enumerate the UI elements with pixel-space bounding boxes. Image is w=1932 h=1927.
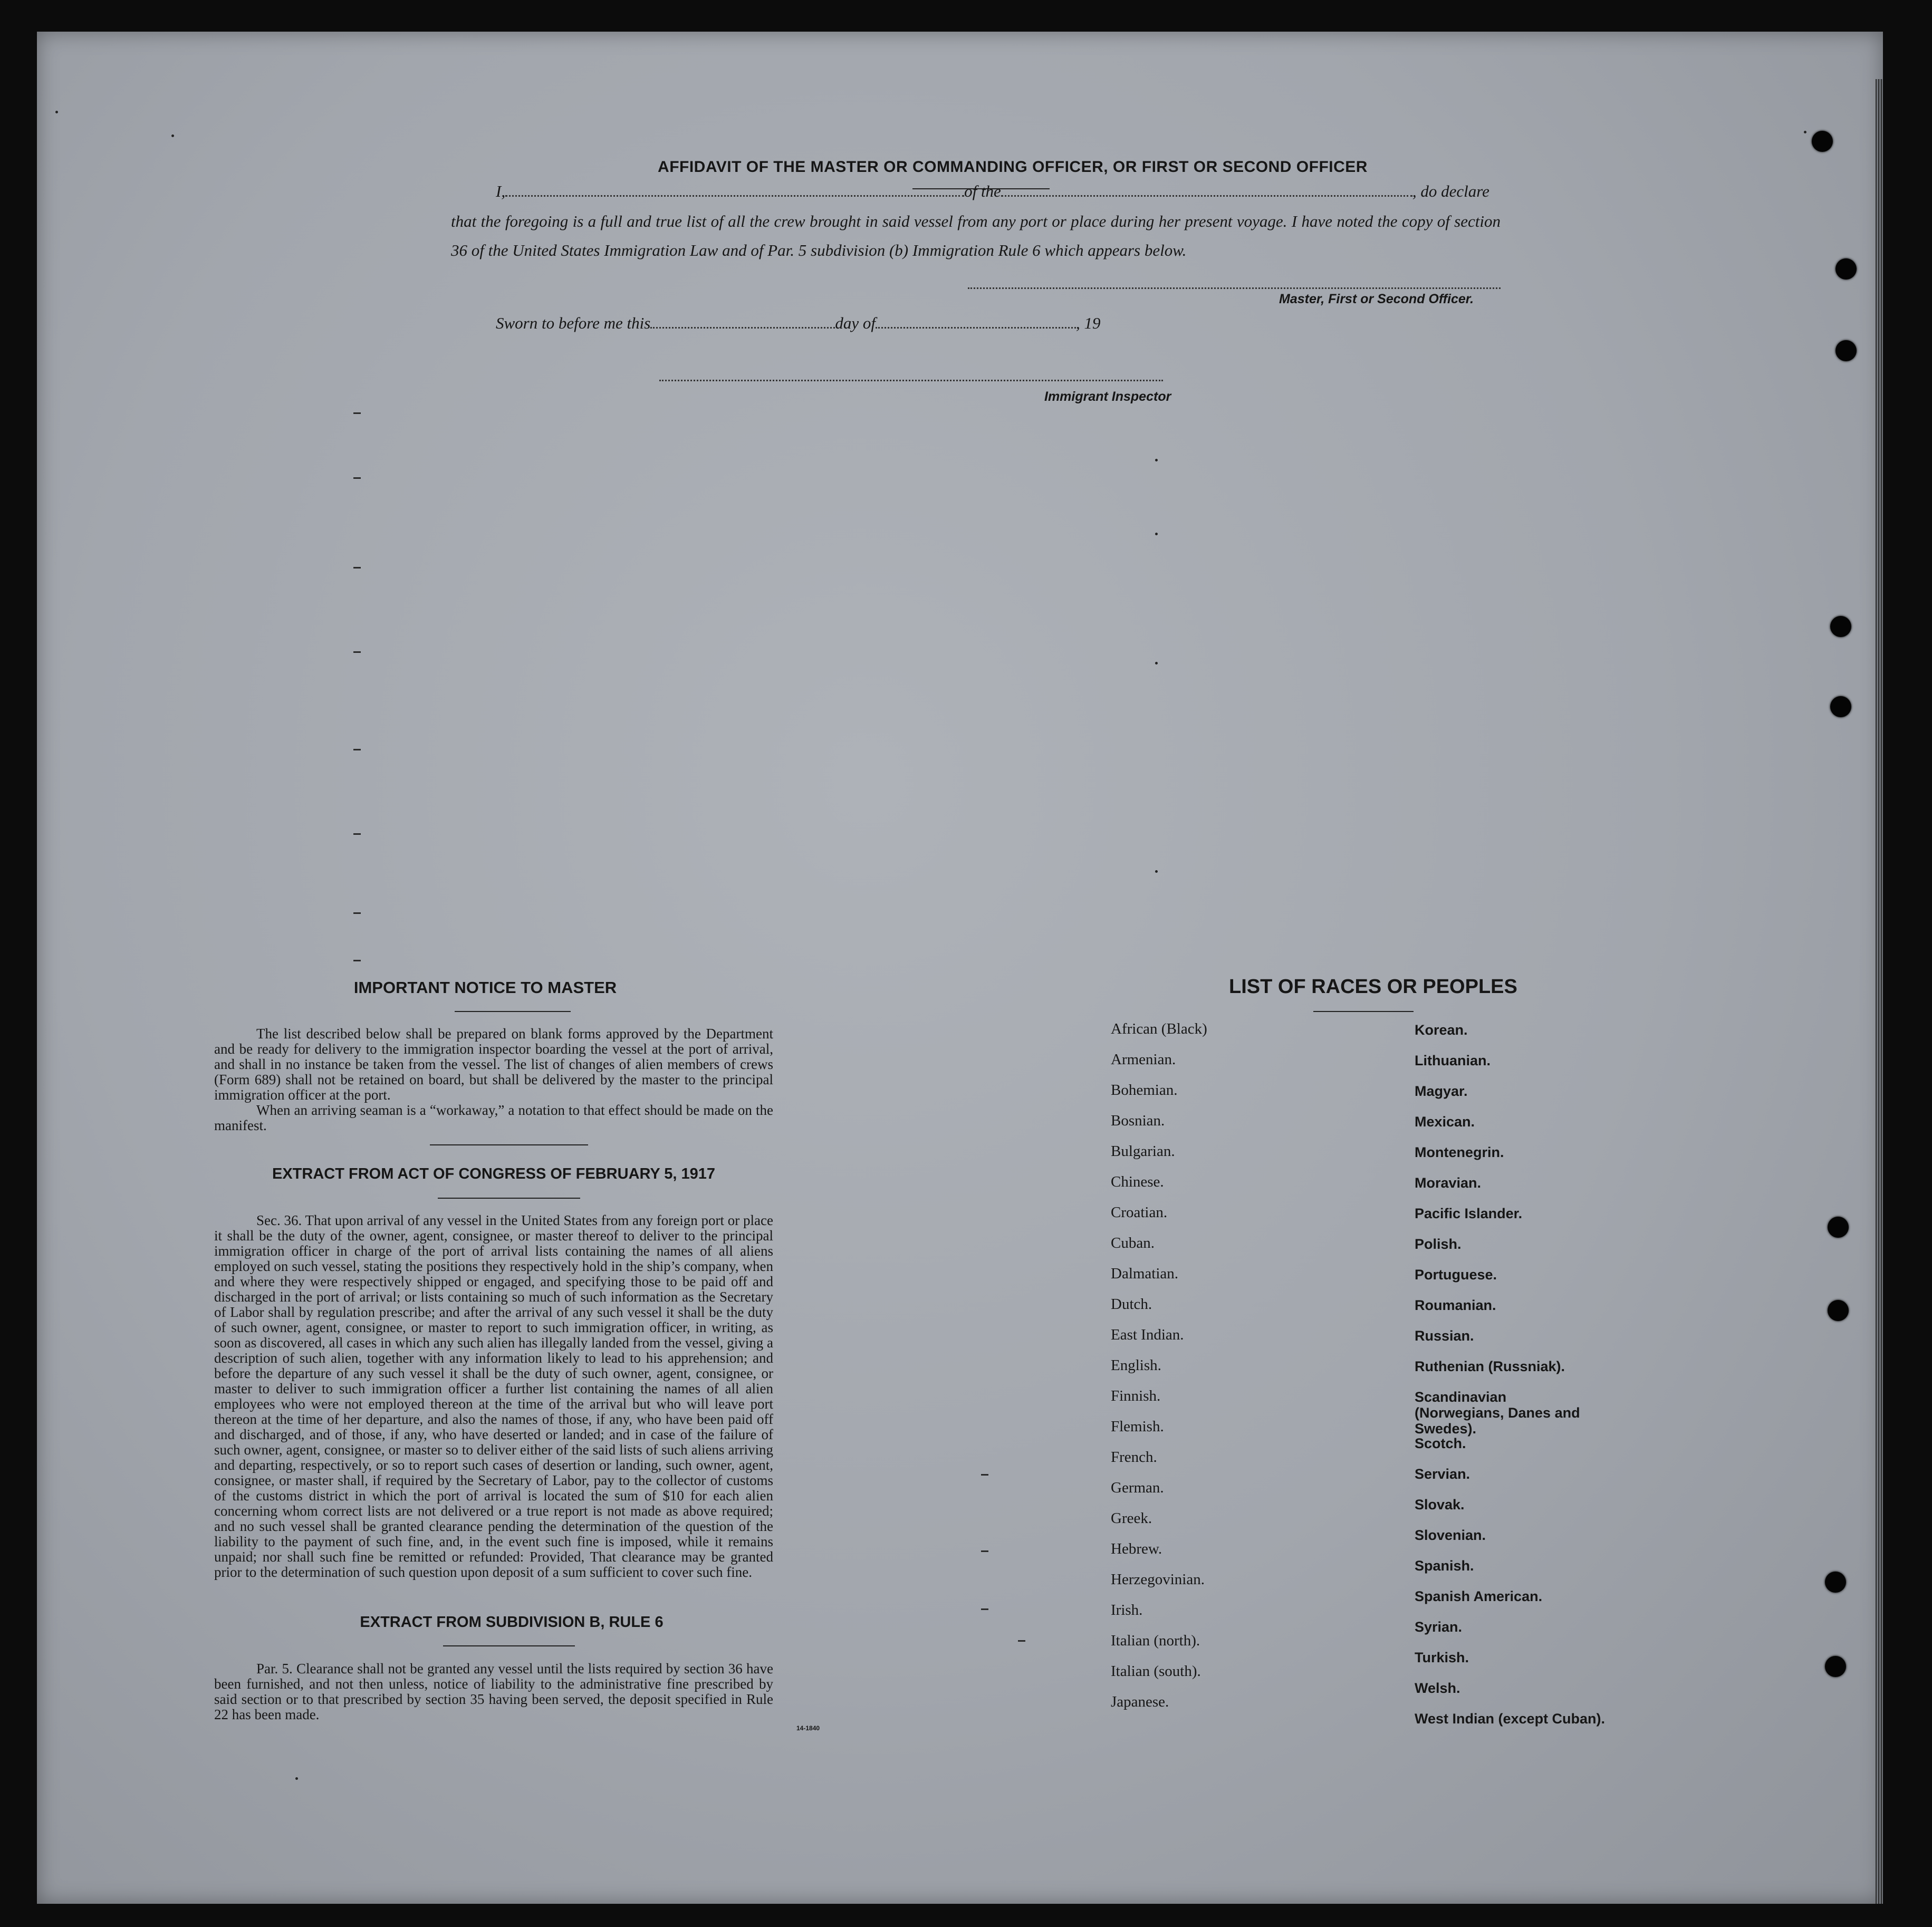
races-list-left bbox=[1111, 1021, 1207, 1724]
race-item: Slovenian. bbox=[1415, 1527, 1486, 1543]
notice-paragraph: When an arriving seaman is a “workaway,” a notation to that effect should be made on the manifest. bbox=[214, 1102, 773, 1133]
race-item: Ruthenian (Russniak). bbox=[1415, 1358, 1565, 1374]
race-item: Turkish. bbox=[1415, 1650, 1469, 1665]
notice-heading-rule bbox=[455, 1011, 571, 1012]
scan-speck bbox=[171, 134, 174, 137]
race-item: Korean. bbox=[1415, 1022, 1468, 1038]
race-item: Polish. bbox=[1415, 1236, 1462, 1252]
race-item: Montenegrin. bbox=[1415, 1144, 1504, 1160]
scan-dash bbox=[981, 1550, 988, 1552]
officer-signature-line[interactable] bbox=[968, 287, 1501, 289]
races-heading: LIST OF RACES OR PEOPLES bbox=[1229, 976, 1517, 998]
race-item: Spanish. bbox=[1415, 1558, 1474, 1574]
scan-dash bbox=[353, 749, 361, 750]
notice-heading: IMPORTANT NOTICE TO MASTER bbox=[353, 978, 617, 997]
race-item: Syrian. bbox=[1415, 1619, 1463, 1635]
race-item: Moravian. bbox=[1415, 1175, 1482, 1191]
sworn-line bbox=[496, 314, 1100, 333]
declarant-prefix: I, bbox=[496, 182, 506, 200]
race-item: Finnish. bbox=[1111, 1388, 1161, 1404]
race-item: African (Black) bbox=[1111, 1020, 1207, 1037]
act-section-36 bbox=[214, 1213, 773, 1580]
race-item: Russian. bbox=[1415, 1328, 1474, 1344]
races-heading-rule bbox=[1313, 1011, 1414, 1012]
punch-hole bbox=[1830, 696, 1851, 717]
race-item: Armenian. bbox=[1111, 1051, 1176, 1068]
race-item: English. bbox=[1111, 1357, 1161, 1374]
act-heading-rule bbox=[438, 1198, 580, 1199]
race-item: Dutch. bbox=[1111, 1296, 1152, 1313]
declaration-paragraph: that the foregoing is a full and true list of all the crew brought in said vessel from any port or place during her present voyage. I have noted the copy of section 36 of the United States Immigration Law and of Par. 5 subdivision (b) Immigration Rule 6 which appears below. bbox=[451, 212, 1501, 259]
scan-dash bbox=[353, 912, 361, 914]
race-item: Bosnian. bbox=[1111, 1112, 1165, 1129]
rule-paragraph: Par. 5. Clearance shall not be granted any vessel until the lists required by section 36 have been furnished, and not then unless, notice of liability to the administrative fine prescribed by said section or to that prescribed by section 35 having been served, the deposit specified in Rule 22 has been made. bbox=[214, 1661, 773, 1722]
race-item: Croatian. bbox=[1111, 1204, 1168, 1221]
officer-signature-label: Master, First or Second Officer. bbox=[1279, 292, 1474, 306]
notice-paragraph: The list described below shall be prepared on blank forms approved by the Department and be ready for delivery to the immigration inspector boarding the vessel at the port of arrival, and shall in no instance be taken from the vessel. The list of changes of alien members of crews (Form 689) shall not be retained on board, but shall be delivered by the master to the principal immigration officer at the port. bbox=[214, 1026, 773, 1103]
declarant-name-blank[interactable] bbox=[505, 182, 964, 197]
scan-speck bbox=[55, 111, 58, 113]
notice-body bbox=[214, 1026, 773, 1133]
punch-hole bbox=[1825, 1572, 1846, 1593]
race-item: Irish. bbox=[1111, 1602, 1143, 1618]
race-item: French. bbox=[1111, 1449, 1157, 1466]
scan-dash bbox=[981, 1474, 988, 1476]
scan-speck bbox=[295, 1777, 298, 1780]
scan-dash bbox=[353, 651, 361, 653]
scan-dash bbox=[353, 567, 361, 569]
scan-dash bbox=[353, 833, 361, 835]
race-item: German. bbox=[1111, 1479, 1164, 1496]
scan-speck bbox=[1155, 870, 1158, 873]
race-item: Greek. bbox=[1111, 1510, 1152, 1527]
punch-hole bbox=[1812, 131, 1833, 152]
act-top-rule bbox=[430, 1144, 588, 1145]
races-list-right bbox=[1415, 1022, 1605, 1741]
race-item: Scandinavian (Norwegians, Danes and Swedes). bbox=[1415, 1389, 1580, 1437]
sworn-month-blank[interactable] bbox=[876, 314, 1076, 329]
scan-dash bbox=[353, 960, 361, 961]
race-item: Hebrew. bbox=[1111, 1540, 1162, 1557]
vessel-name-blank[interactable] bbox=[1001, 182, 1412, 197]
act-paragraph: Sec. 36. That upon arrival of any vessel in the United States from any foreign port or place it shall be the duty of the owner, agent, consignee, or master thereof to deliver to the principal immigration officer in charge of the port of arrival lists containing the names of all aliens employed on such vessel, stating the positions they respectively hold in the ship’s company, when and where they were respectively shipped or engaged, and specifying those to be paid off and discharged in the port of arrival; or lists containing so much of such information as the Secretary of Labor shall by regulation prescribe; and after the arrival of any such vessel it shall be the duty of such owner, agent, consignee, or master to report to such immigration officer, in writing, as soon as discovered, all cases in which any such alien has illegally landed from the vessel, giving a description of such alien, together with any information likely to lead to his apprehension; and before the departure of any such vessel it shall be the duty of such owner, agent, consignee, or master to deliver to such immigration officer a further list containing the names of all alien employees who were not employed thereon at the time of the arrival but who will leave port thereon at the time of her departure, and also the names of those, if any, who have been paid off and discharged, and of those, if any, who have deserted or landed; and in case of the failure of such owner, agent, consignee, or master so to deliver either of the said lists of such aliens arriving and departing, respectively, or so to report such cases of desertion or landing, such owner, agent, consignee, or master shall, if required by the Secretary of Labor, pay to the collector of customs of the customs district in which the port of arrival is located the sum of $10 for each alien concerning whom correct lists are not delivered or a true report is not made as above required; and no such vessel shall be granted clearance pending the determination of the question of the liability to the payment of such fine, and, in the event such fine is imposed, while it remains unpaid; nor shall such fine be remitted or refunded: Provided, That clearance may be granted prior to the determination of such question upon deposit of a sum sufficient to cover such fine. bbox=[214, 1212, 773, 1580]
scan-dash bbox=[353, 412, 361, 414]
act-heading: EXTRACT FROM ACT OF CONGRESS OF FEBRUARY 5, 1917 bbox=[272, 1165, 716, 1182]
day-of-label: day of bbox=[835, 314, 876, 332]
race-item: Spanish American. bbox=[1415, 1588, 1543, 1604]
race-item: Slovak. bbox=[1415, 1497, 1465, 1512]
scan-speck bbox=[1155, 459, 1158, 461]
punch-hole bbox=[1828, 1300, 1849, 1321]
race-item: Lithuanian. bbox=[1415, 1053, 1491, 1068]
race-item: Italian (south). bbox=[1111, 1663, 1201, 1680]
inspector-signature-label: Immigrant Inspector bbox=[1044, 389, 1171, 404]
document-page bbox=[37, 32, 1883, 1904]
race-item: Welsh. bbox=[1415, 1680, 1460, 1696]
race-item: Herzegovinian. bbox=[1111, 1571, 1205, 1588]
rule-paragraph-5 bbox=[214, 1661, 773, 1722]
form-number: 14-1840 bbox=[796, 1724, 820, 1732]
declaration-line bbox=[496, 182, 1489, 201]
race-item: Portuguese. bbox=[1415, 1267, 1497, 1283]
race-item: Italian (north). bbox=[1111, 1632, 1200, 1649]
race-item: Servian. bbox=[1415, 1466, 1470, 1482]
scan-speck bbox=[1155, 662, 1158, 664]
race-item: Roumanian. bbox=[1415, 1297, 1496, 1313]
race-item: East Indian. bbox=[1111, 1326, 1184, 1343]
race-item: Bulgarian. bbox=[1111, 1143, 1175, 1160]
race-item: Japanese. bbox=[1111, 1693, 1169, 1710]
race-item: West Indian (except Cuban). bbox=[1415, 1711, 1606, 1727]
rule-heading: EXTRACT FROM SUBDIVISION B, RULE 6 bbox=[360, 1614, 664, 1631]
punch-hole bbox=[1835, 340, 1857, 361]
punch-hole bbox=[1825, 1656, 1846, 1677]
race-item: Flemish. bbox=[1111, 1418, 1164, 1435]
scan-speck bbox=[1804, 131, 1806, 133]
rule-heading-rule bbox=[443, 1645, 575, 1646]
affidavit-title: AFFIDAVIT OF THE MASTER OR COMMANDING OFFICER, OR FIRST OR SECOND OFFICER bbox=[658, 158, 1368, 176]
sworn-prefix: Sworn to before me this bbox=[496, 314, 651, 332]
race-item: Mexican. bbox=[1415, 1114, 1475, 1130]
scan-dash bbox=[1018, 1640, 1025, 1642]
race-item: Pacific Islander. bbox=[1415, 1206, 1523, 1221]
punch-hole bbox=[1828, 1217, 1849, 1238]
scan-dash bbox=[981, 1608, 988, 1610]
declare-label: , do declare bbox=[1412, 182, 1489, 200]
race-item: Cuban. bbox=[1111, 1235, 1155, 1251]
year-prefix: , 19 bbox=[1075, 314, 1101, 332]
race-item: Dalmatian. bbox=[1111, 1265, 1179, 1282]
binding-edge bbox=[1876, 79, 1883, 1904]
race-item: Chinese. bbox=[1111, 1173, 1164, 1190]
punch-hole bbox=[1835, 258, 1857, 280]
race-item: Magyar. bbox=[1415, 1083, 1468, 1099]
punch-hole bbox=[1830, 616, 1851, 637]
race-item: Bohemian. bbox=[1111, 1082, 1178, 1099]
sworn-day-blank[interactable] bbox=[650, 314, 835, 329]
scan-dash bbox=[353, 477, 361, 479]
race-item: Scotch. bbox=[1415, 1435, 1466, 1451]
scan-speck bbox=[1155, 533, 1158, 535]
inspector-signature-line[interactable] bbox=[659, 380, 1163, 381]
vessel-of-label: of the bbox=[964, 182, 1001, 200]
